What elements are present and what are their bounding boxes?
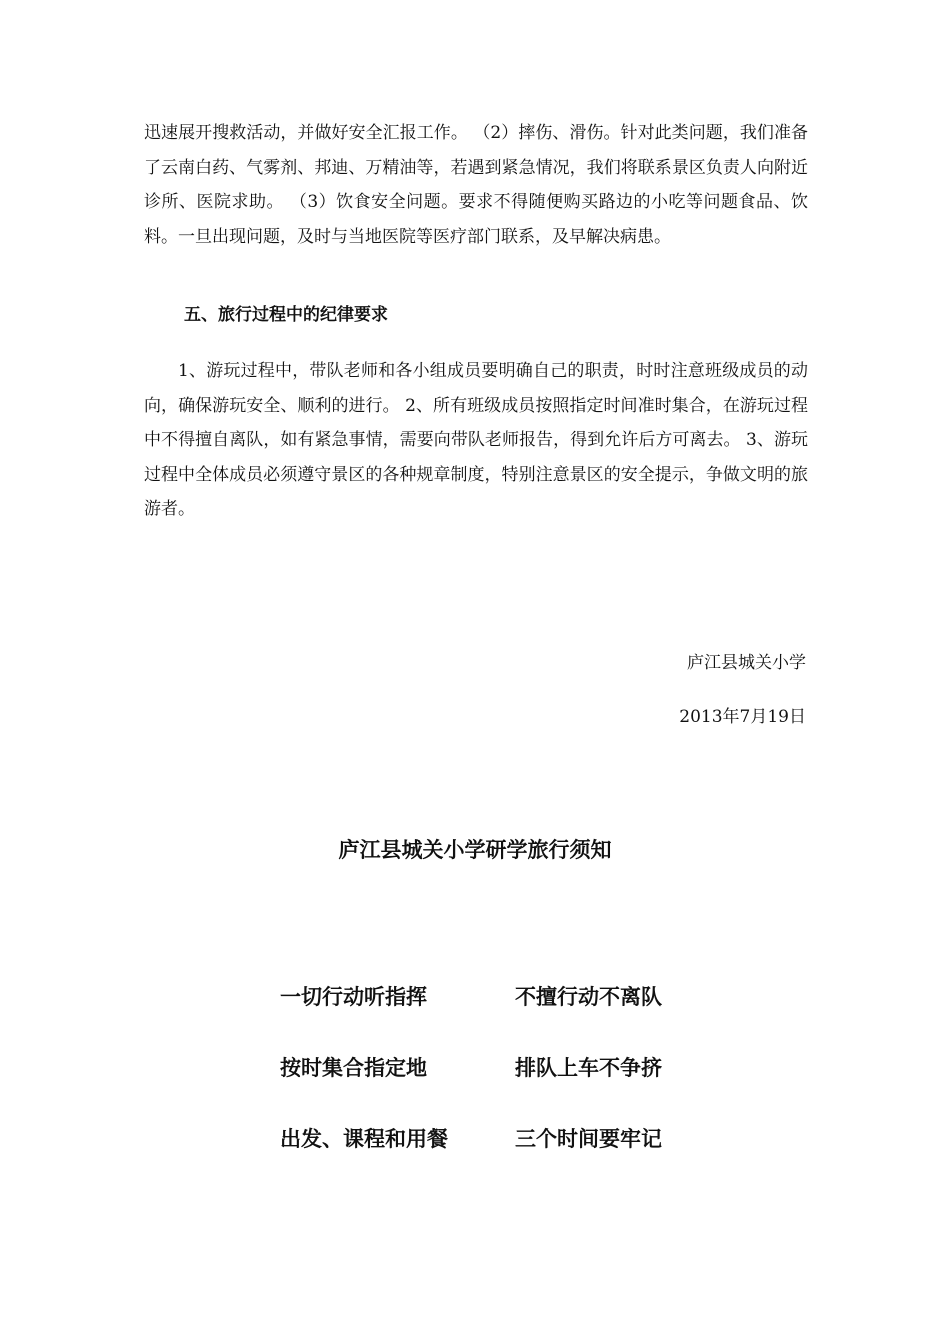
section-heading: 五、旅行过程中的纪律要求: [184, 305, 388, 325]
body-paragraph-safety: 迅速展开搜救活动，并做好安全汇报工作。 （2）摔伤、滑伤。针对此类问题，我们准备了云南白药、气雾剂、邦迪、万精油等，若遇到紧急情况，我们将联系景区负责人向附近诊所、医院求助。 （3）饮食安全问题。要求不得随便购买路边的小吃等问题食品、饮料。一旦出现问题，及时与当地医院等医疗部门联系，及早解决病患。: [144, 123, 808, 247]
body-paragraph-discipline: 1、游玩过程中，带队老师和各小组成员要明确自己的职责，时时注意班级成员的动向，确保游玩安全、顺利的进行。 2、所有班级成员按照指定时间准时集合，在游玩过程中不得擅自离队，如有紧急事情，需要向带队老师报告，得到允许后方可离去。 3、游玩过程中全体成员必须遵守景区的各种规章制度，特别注意景区的安全提示，争做文明的旅游者。: [144, 361, 808, 519]
rule-row: [280, 1049, 700, 1085]
notice-title: 庐江县城关小学研学旅行须知: [338, 838, 612, 862]
rule-row: [280, 978, 700, 1014]
signature-organization: 庐江县城关小学: [687, 653, 806, 673]
signature-date: 2013年7月19日: [679, 707, 806, 727]
rule-right: 三个时间要牢记: [515, 1127, 662, 1151]
rule-left: 出发、课程和用餐: [280, 1127, 448, 1151]
rules-list: [280, 978, 700, 1191]
rule-row: [280, 1120, 700, 1156]
rule-right: 排队上车不争挤: [515, 1056, 662, 1080]
rule-left: 按时集合指定地: [280, 1056, 427, 1080]
rule-right: 不擅行动不离队: [515, 985, 662, 1009]
rule-left: 一切行动听指挥: [280, 985, 427, 1009]
